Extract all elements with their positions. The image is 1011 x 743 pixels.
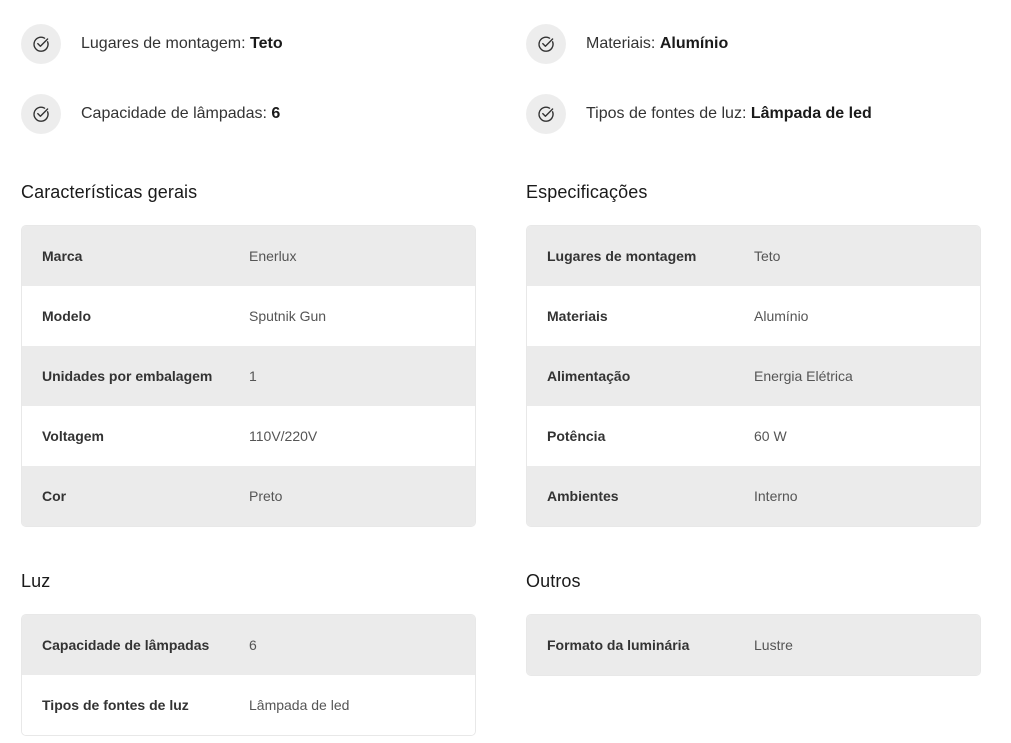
table-row — [22, 466, 475, 526]
specs-table — [526, 225, 981, 527]
light-table — [21, 614, 476, 736]
check-circle-icon — [21, 24, 61, 64]
row-value: Preto — [249, 488, 283, 504]
row-key: Ambientes — [547, 488, 619, 504]
row-key: Unidades por embalagem — [42, 368, 213, 384]
row-key: Lugares de montagem — [547, 248, 697, 264]
table-row — [527, 346, 980, 406]
table-row — [527, 286, 980, 346]
general-table — [21, 225, 476, 527]
check-circle-icon — [21, 94, 61, 134]
row-value: Lustre — [754, 637, 793, 653]
check-circle-icon — [526, 94, 566, 134]
section-title-light: Luz — [21, 571, 51, 591]
section-title-others: Outros — [526, 571, 581, 591]
table-row — [22, 346, 475, 406]
right-column — [526, 0, 981, 653]
others-table — [526, 614, 981, 676]
row-value: Enerlux — [249, 248, 297, 264]
row-value: Interno — [754, 488, 798, 504]
highlight-text: Materiais: Alumínio — [586, 35, 729, 52]
section-title-general: Características gerais — [21, 182, 198, 202]
table-row — [22, 286, 475, 346]
row-value: 60 W — [754, 428, 787, 444]
row-key: Modelo — [42, 308, 91, 324]
table-row — [527, 466, 980, 526]
highlight-materials — [526, 23, 981, 65]
row-key: Alimentação — [547, 368, 631, 384]
highlight-light-source — [526, 93, 981, 135]
row-value: 110V/220V — [249, 428, 318, 444]
highlight-text: Capacidade de lâmpadas: 6 — [81, 105, 281, 122]
table-row — [527, 615, 980, 675]
table-row — [527, 226, 980, 286]
section-title-specs: Especificações — [526, 182, 648, 202]
row-value: 6 — [249, 637, 257, 653]
row-key: Tipos de fontes de luz — [42, 697, 189, 713]
row-key: Materiais — [547, 308, 608, 324]
row-value: 1 — [249, 368, 257, 384]
row-value: Energia Elétrica — [754, 368, 853, 384]
row-key: Potência — [547, 428, 606, 444]
row-value: Alumínio — [754, 308, 809, 324]
row-value: Teto — [754, 248, 781, 264]
table-row — [22, 615, 475, 675]
highlight-capacity — [21, 93, 476, 135]
check-circle-icon — [526, 24, 566, 64]
row-key: Voltagem — [42, 428, 104, 444]
highlight-mounting — [21, 23, 476, 65]
table-row — [527, 406, 980, 466]
table-row — [22, 675, 475, 735]
table-row — [22, 226, 475, 286]
row-value: Lâmpada de led — [249, 697, 350, 713]
left-column — [21, 0, 476, 713]
row-key: Cor — [42, 488, 67, 504]
highlight-text: Lugares de montagem: Teto — [81, 35, 283, 52]
row-key: Capacidade de lâmpadas — [42, 637, 210, 653]
row-key: Formato da luminária — [547, 637, 690, 653]
highlight-text: Tipos de fontes de luz: Lâmpada de led — [586, 105, 872, 122]
row-value: Sputnik Gun — [249, 308, 327, 324]
table-row — [22, 406, 475, 466]
row-key: Marca — [42, 248, 83, 264]
